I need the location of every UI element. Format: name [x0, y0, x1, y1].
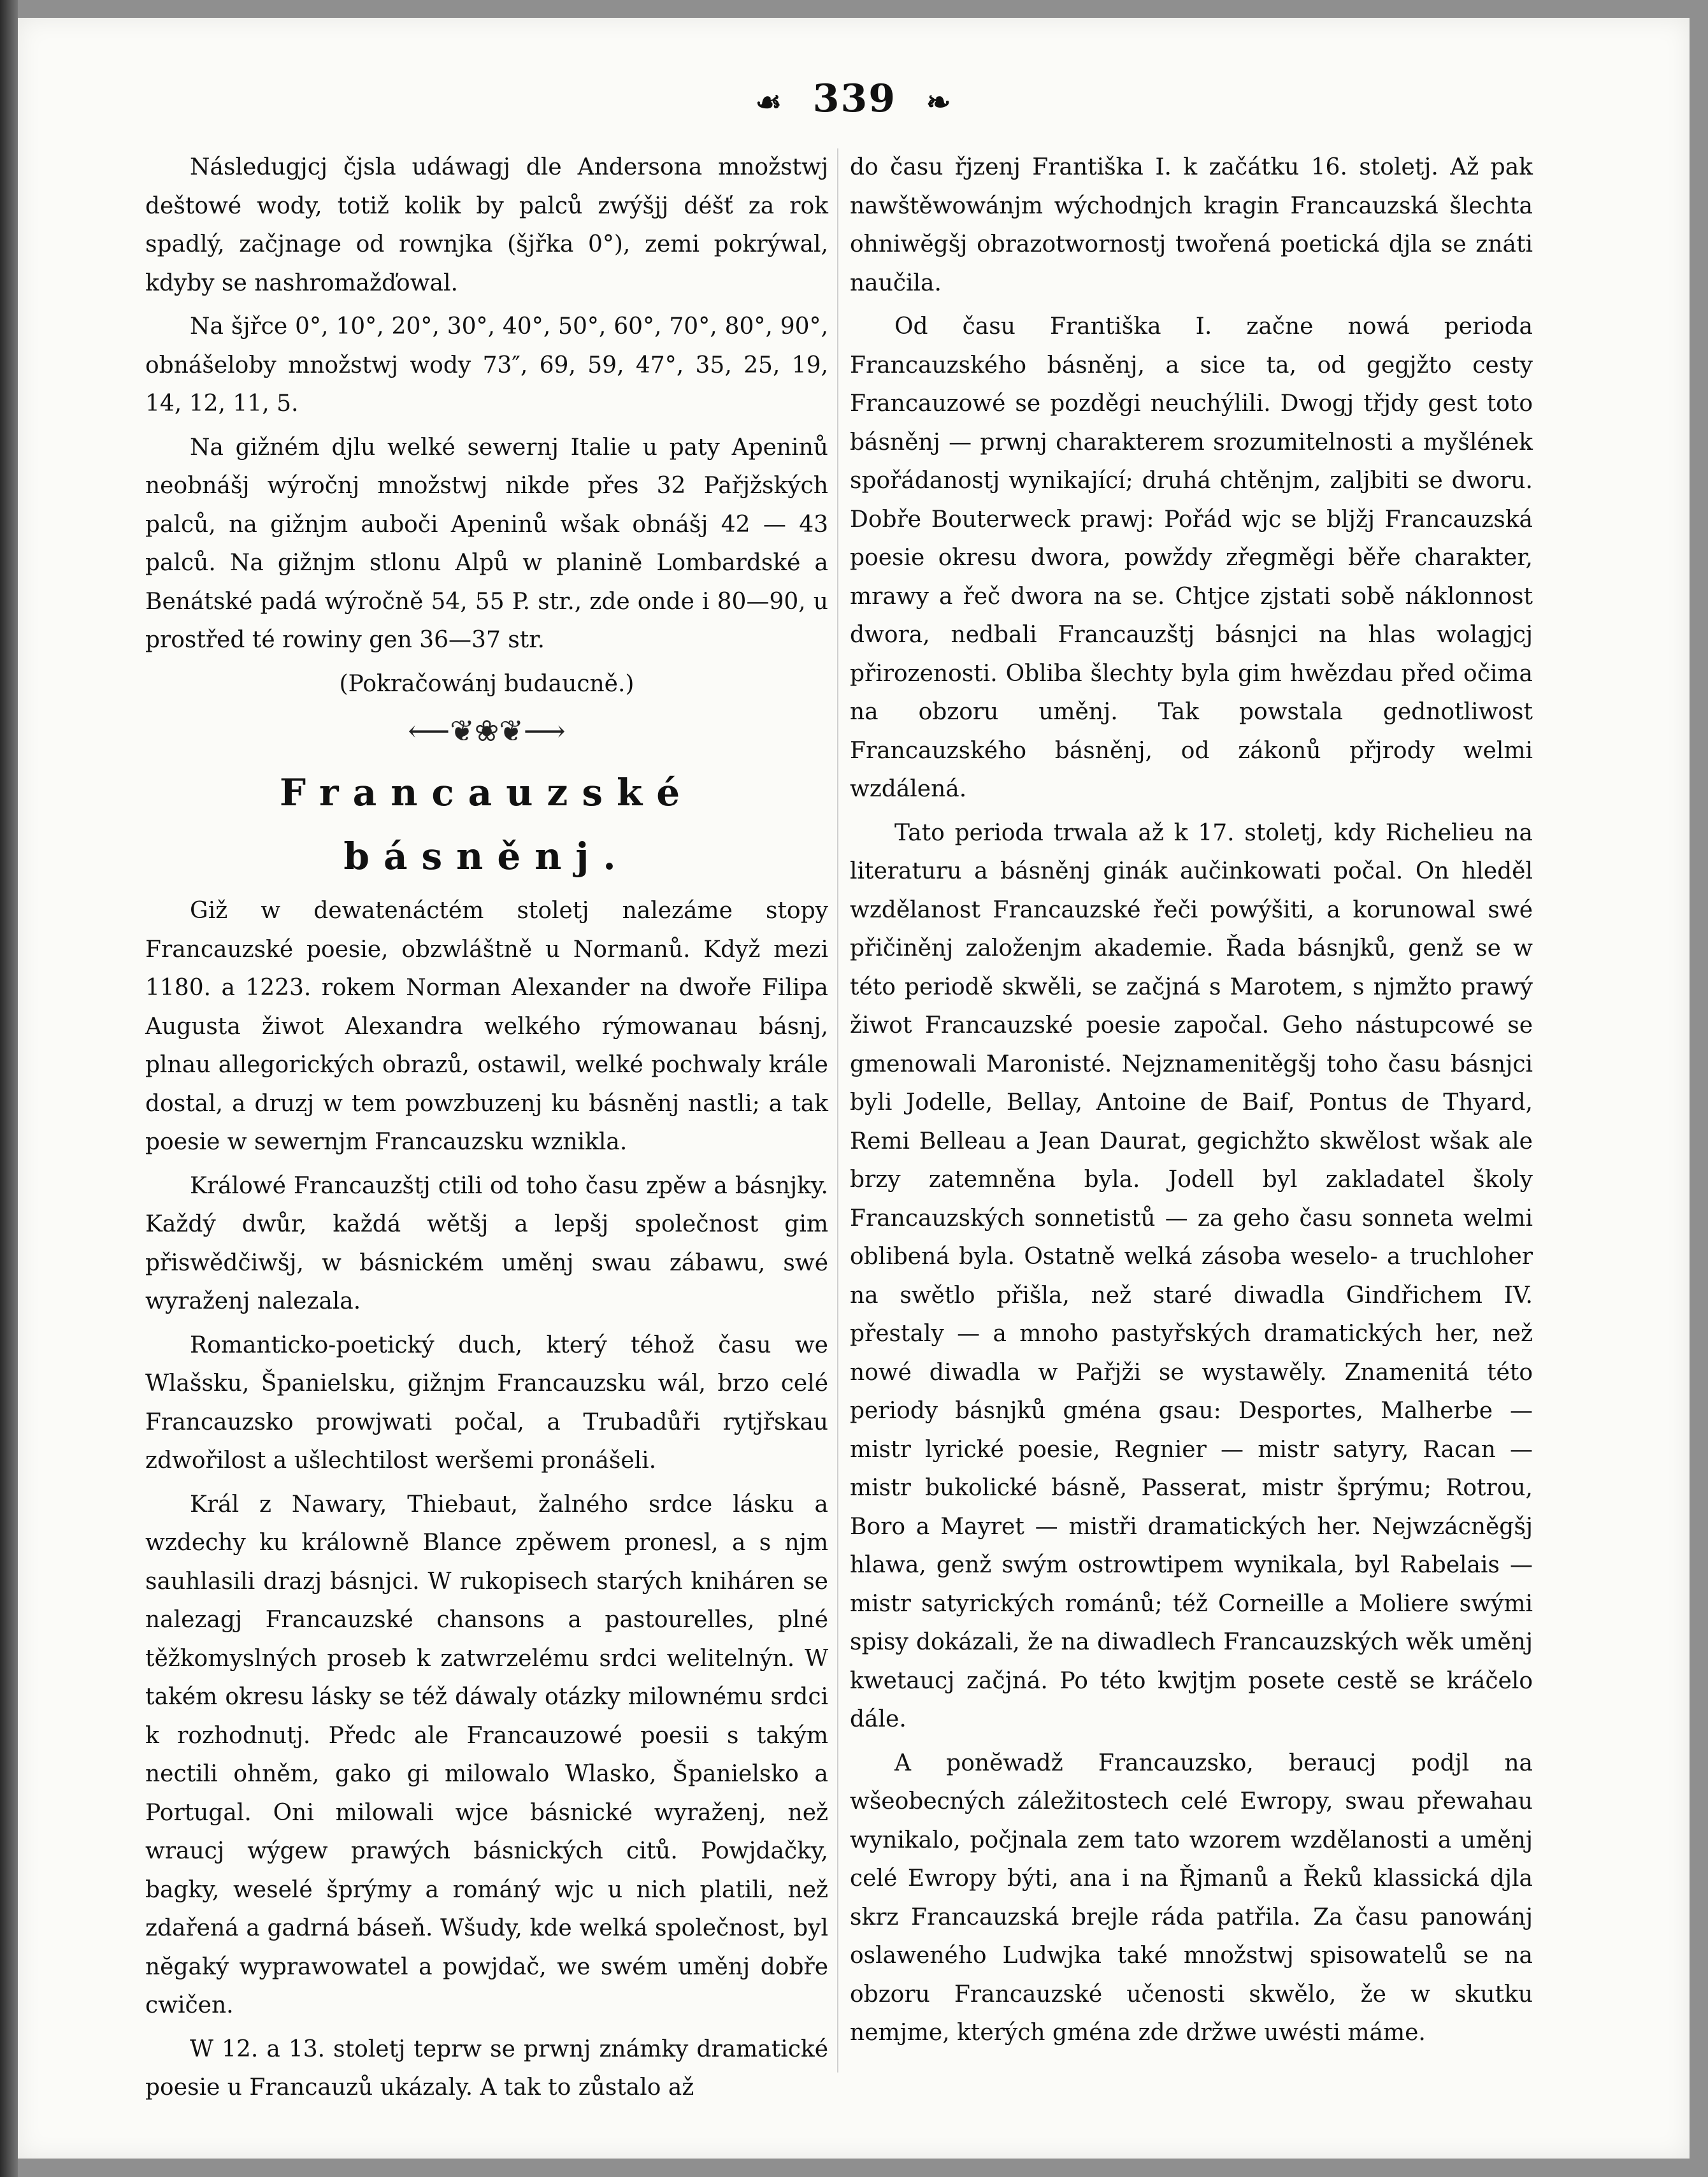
paragraph-rainfall-intro: Následugjcj čjsla udáwagj dle Andersona množstwj deštowé wody, totiž kolik by palců zwýšjj déšť za rok spadlý, začjnage od rownjka (šjřka 0°), zemi pokrýwal, kdyby se nashromažďowal.	[145, 154, 828, 296]
right-column	[850, 148, 1533, 2058]
paragraph-navarre: Král z Nawary, Thiebaut, žalného srdce lásku a wzdechy ku králowně Blance zpěwem pronesl, a s njm sauhlasili drazj básnjci. W rukopisech starých kniháren se nalezagj Francauzské chansons a pastourelles, plné těžkomyslných proseb k zatwrzelému srdci welitelnýn. W takém okresu lásky se též dáwaly otázky milownému srdci k rozhodnutj. Předc ale Francauzowé poesii s takým nectili ohněm, gako gi milowalo Wlasko, Španielsko a Portugal. Oni milowali wjce básnické wyraženj, než wraucj wýgew prawých básnických citů. Powjdačky, bagky, weselé šprýmy a románý wjc u nich platili, než zdařená a gadrná báseň. Wšudy, kde welká společnost, byl nĕgaký wyprawowatel a powjdač, we swém uměnj dobře cwičen.	[145, 1491, 828, 2018]
paragraph-new-period: Od času Františka I. začne nowá perioda Francauzského básněnj, a sice ta, od gegjžto cesty Francauzowé se pozděgi neuchýlili. Dwogj třjdy gest toto básněnj — prwnj charakterem srozumitelnosti a myšlének spořádanostj wynikající; druhá chtěnjm, zaljbiti se dworu. Dobře Bouterweck prawj: Pořád wjc se bljžj Francauzská poesie okresu dwora, powždy zřegměgi běře charakter, mrawy a řeč dwora na se. Chtjce zjstati sobě náklonnost dwora, nedbali Francauzštj básnjci na hlas wolagjcj přirozenosti. Obliba šlechty byla gim hwězdau před očima na obzoru uměnj. Tak powstala gednotliwost Francauzského básněnj, od zákonů přjrody welmi wzdálená.	[850, 313, 1533, 802]
paragraph-europe: A ponĕwadž Francauzsko, beraucj podjl na wšeobecných záležitostech celé Ewropy, swau přewahau wynikalo, počjnala zem tato wzorem wzdělanosti a uměnj celé Ewropy býti, ana i na Řjmanů a Řeků klassická djla skrz Francauzská brejle ráda patřila. Za času panowánj oslaweného Ludwjka také množstwj spisowatelů se na obzoru Francauzské učenosti skwělo, že w skutku nemjme, kterých gména zde držwe uwésti máme.	[850, 1750, 1533, 2046]
ornament-right-icon: ❧	[926, 84, 952, 119]
section-title: Francauzské básněnj.	[279, 771, 694, 878]
ornamental-divider-icon: ⟵❦❀❦⟶	[408, 714, 566, 748]
paragraph-romantic-spirit: Romanticko-poetický duch, který téhož času we Wlašsku, Španielsku, gižnjm Francauzsku wál, brzo celé Francauzsko prowjwati počal, a Trubadůři rytjřskau zdwořilost a ušlechtilost weršemi pronášeli.	[145, 1332, 828, 1474]
book-page	[18, 18, 1690, 2159]
paragraph-kings: Králowé Francauzštj ctili od toho času zpěw a básnjky. Každý dwůr, každá wětšj a lepšj společnost gim přiswědčiwšj, w básnickém uměnj swau zábawu, swé wyraženj nalezala.	[145, 1172, 828, 1314]
paragraph-rainfall-latitudes: Na šjřce 0°, 10°, 20°, 30°, 40°, 50°, 60°, 70°, 80°, 90°, obnášeloby množstwj wody 73″, 69, 59, 47°, 35, 25, 19, 14, 12, 11, 5.	[145, 313, 828, 417]
paragraph-origins: Giž w dewatenáctém stoletj nalezáme stopy Francauzské poesie, obzwláštně u Normanů. Když mezi 1180. a 1223. rokem Norman Alexander na dwoře Filipa Augusta žiwot Alexandra welkého rýmowanau básnj, plnau allegorických obrazů, ostawil, welké pochwaly krále dostal, a druzj w tem powzbuzenj ku básněnj nastli; a tak poesie w sewernjm Francauzsku wznikla.	[145, 898, 828, 1155]
paragraph-rainfall-italy: Na gižném djlu welké sewernj Italie u paty Apeninů neobnášj wýročnj množstwj nikde přes 32 Pařjžských palců, na gižnjm auboči Apeninů wšak obnášj 42 — 43 palců. Na gižnjm stlonu Alpů w planině Lombardské a Benátské padá wýročně 54, 55 P. str., zde onde i 80—90, u prostřed té rowiny gen 36—37 str.	[145, 434, 828, 653]
paragraph-richelieu: Tato perioda trwala až k 17. stoletj, kdy Richelieu na literaturu a básněnj ginák aučinkowati počal. On hleděl wzdělanost Francauzské řeči powýšiti, a korunowal swé přičiněnj založenjm akademie. Řada básnjků, genž se w této periodě skwěli, se začjná s Marotem, s njmžto prawý žiwot Francauzské poesie započal. Geho nástupcowé se gmenowali Maronisté. Nejznamenitěgšj toho času básnjci byli Jodelle, Bellay, Antoine de Baif, Pontus de Thyard, Remi Belleau a Jean Daurat, gegichžto skwělost wšak ale brzy zatemněna byla. Jodell byl zakladatel školy Francauzských sonnetistů — za geho času sonneta welmi oblibená byla. Ostatně welká zásoba weselo- a truchloher na swětlo přišla, než staré diwadla Gindřichem IV. přestaly — a mnoho pastyřských dramatických her, než nowé diwadla w Pařjži se wystawěly. Znamenitá této periody básnjků gména gsau: Desportes, Malherbe — mistr lyrické poesie, Regnier — mistr satyry, Racan — mistr bukolické básně, Passerat, mistr šprýmu; Rotrou, Boro a Mayret — mistři dramatických her. Nejwzácněgšj hlawa, genž swým ostrowtipem wynikala, byl Rabelais — mistr satyrických románů; též Corneille a Moliere swými spisy dokázali, že na diwadlech Francauzských wěk uměnj kwetaucj začjná. Po této kwjtjm posete cestě se kráčelo dále.	[850, 819, 1533, 1732]
ornament-left-icon: ☙	[755, 84, 783, 119]
paragraph-drama-start: W 12. a 13. stoletj teprw se prwnj známky dramatické poesie u Francauzů ukázaly. A tak to zůstalo až	[145, 2036, 828, 2101]
paragraph-drama-continued: do času řjzenj Františka I. k začátku 16. stoletj. Až pak nawštěwowánjm wýchodnjch kragin Francauzská šlechta ohniwĕgšj obrazotwornostj twořená poetická djla se znáti naučila.	[850, 154, 1533, 296]
column-gutter	[837, 148, 838, 2073]
page-number: 339	[812, 76, 896, 121]
page-header	[18, 76, 1690, 121]
continuation-note: (Pokračowánj budaucně.)	[339, 670, 635, 697]
left-column	[145, 148, 828, 2113]
page-left-edge	[0, 0, 18, 2177]
